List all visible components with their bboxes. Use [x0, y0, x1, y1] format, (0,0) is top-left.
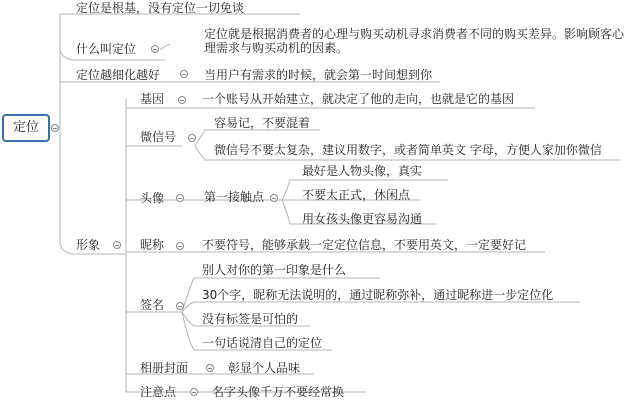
node-nickname-detail[interactable]: 不要符号，能够承载一定定位信息，不要用英文，一定要好记 — [202, 238, 527, 252]
node-what-is-detail[interactable]: 定位就是根据消费者的心理与购买动机寻求消费者不同的购买差异。影响顾客心理需求与购买动机的因素。 — [204, 27, 625, 55]
node-sig-3[interactable]: 没有标签是可怕的 — [202, 312, 299, 326]
collapse-signature-icon[interactable] — [176, 302, 184, 310]
root-node[interactable]: 定位 — [2, 114, 50, 142]
node-notes-detail[interactable]: 名字头像千万不要经常换 — [212, 385, 345, 399]
node-sig-4[interactable]: 一句话说清自己的定位 — [202, 336, 323, 350]
collapse-what-is-icon[interactable] — [151, 45, 159, 53]
node-album-detail[interactable]: 彰显个人品味 — [228, 361, 301, 375]
node-first-contact[interactable]: 第一接触点 — [204, 190, 265, 204]
node-gene[interactable]: 基因 — [140, 92, 165, 106]
node-album[interactable]: 相册封面 — [140, 361, 189, 375]
collapse-nickname-icon[interactable] — [176, 242, 184, 250]
node-wechat-2[interactable]: 微信号不要太复杂，建议用数字，或者简单英文 字母，方便人家加你微信 — [214, 143, 602, 157]
node-gene-detail[interactable]: 一个账号从开始建立，就决定了他的走向，也就是它的基因 — [202, 92, 515, 106]
node-avatar-3[interactable]: 用女孩头像更容易沟通 — [302, 212, 423, 226]
node-finer[interactable]: 定位越细化越好 — [76, 68, 161, 82]
node-image[interactable]: 形象 — [76, 238, 101, 252]
node-finer-detail[interactable]: 当用户有需求的时候，就会第一时间想到你 — [204, 68, 433, 82]
node-signature[interactable]: 签名 — [140, 298, 165, 312]
collapse-avatar-icon[interactable] — [176, 194, 184, 202]
node-notes[interactable]: 注意点 — [140, 385, 177, 399]
collapse-root-icon[interactable] — [51, 124, 59, 132]
node-avatar-1[interactable]: 最好是人物头像，真实 — [302, 164, 423, 178]
node-avatar-2[interactable]: 不要太正式，休闲点 — [302, 188, 411, 202]
collapse-finer-icon[interactable] — [180, 70, 188, 78]
node-avatar[interactable]: 头像 — [140, 191, 165, 205]
collapse-album-icon[interactable] — [206, 364, 214, 372]
node-wechat[interactable]: 微信号 — [140, 130, 177, 144]
collapse-first-contact-icon[interactable] — [270, 194, 278, 202]
node-sig-1[interactable]: 别人对你的第一印象是什么 — [202, 263, 347, 277]
node-positioning-basis[interactable]: 定位是根基，没有定位一切免谈 — [76, 1, 245, 15]
collapse-notes-icon[interactable] — [190, 388, 198, 396]
collapse-wechat-icon[interactable] — [188, 134, 196, 142]
collapse-gene-icon[interactable] — [178, 96, 186, 104]
node-wechat-1[interactable]: 容易记，不要混着 — [214, 116, 311, 130]
node-nickname[interactable]: 昵称 — [140, 238, 165, 252]
node-sig-2[interactable]: 30个字，昵称无法说明的，通过昵称弥补，通过昵称进一步定位化 — [202, 288, 554, 302]
node-what-is[interactable]: 什么叫定位 — [76, 42, 137, 56]
collapse-image-icon[interactable] — [113, 241, 121, 249]
